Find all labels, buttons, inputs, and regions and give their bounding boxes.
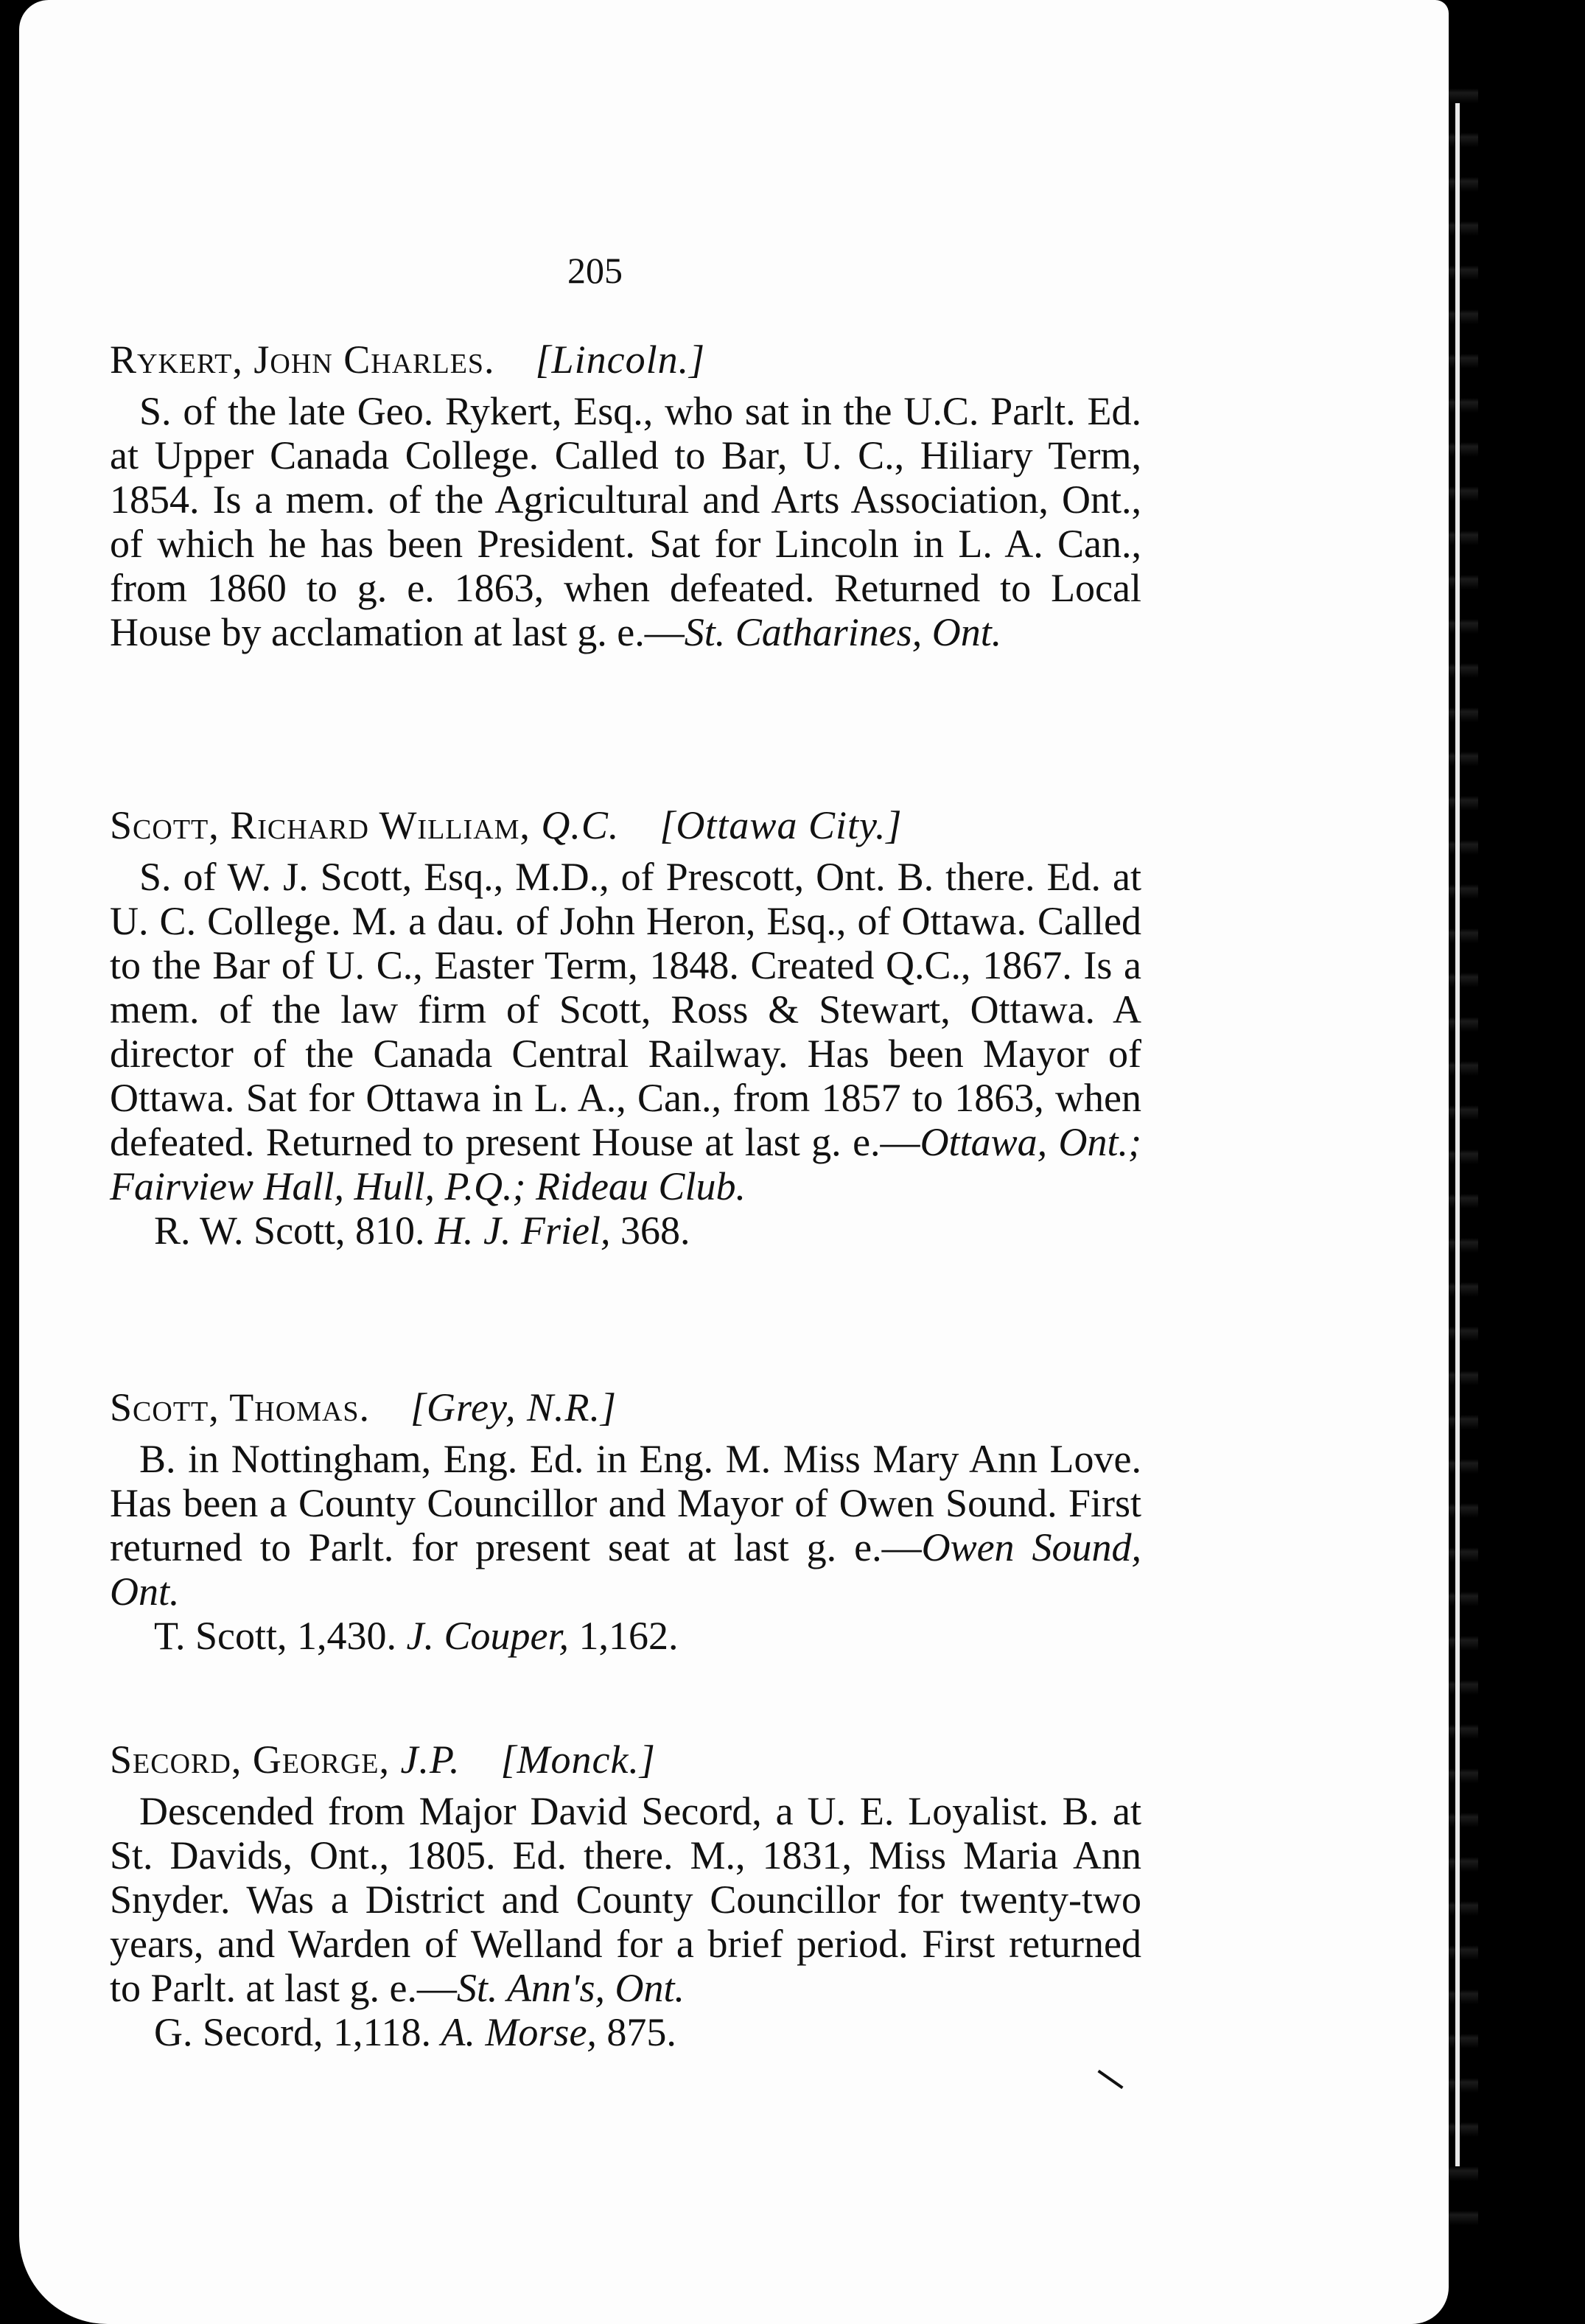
page-number: 205 <box>567 250 623 291</box>
entry-address: Owen Sound, Ont. <box>110 1525 1141 1614</box>
entry-heading <box>110 337 1141 382</box>
entry-title: Q.C. <box>541 803 620 847</box>
entry-body <box>110 1437 1141 1614</box>
entry-constituency: [Lincoln.] <box>535 337 706 382</box>
entry-body-text: Descended from Major David Secord, a U. E. Loyalist. B. at St. Davids, Ont., 1805. Ed. there. M., 1831, Miss Maria Ann Snyder. Was a District and County Councillor for twenty-two years, and Warden of Welland for a brief period. First returned to Parlt. at last g. e.— <box>110 1789 1141 2010</box>
entry-name: Scott, Richard William, <box>110 803 531 847</box>
entry-body-text: B. in Nottingham, Eng. Ed. in Eng. M. Miss Mary Ann Love. Has been a County Councillor and Mayor of Owen Sound. First returned to Parlt. for present seat at last g. e.— <box>110 1437 1141 1569</box>
entry-heading <box>110 1385 1141 1429</box>
entry-name: Secord, George, <box>110 1737 390 1782</box>
entry-secord <box>110 1737 1141 2054</box>
entry-body <box>110 855 1141 1208</box>
entry-vote <box>110 1614 1141 1658</box>
entry-name: Rykert, John Charles. <box>110 337 495 382</box>
entry-body-text: S. of the late Geo. Rykert, Esq., who sat in the U.C. Parlt. Ed. at Upper Canada College. Called to Bar, U. C., Hiliary Term, 1854. Is a mem. of the Agricultural and Arts Association, Ont., of which he has been President. Sat for Lincoln in L. A. Can., from 1860 to g. e. 1863, when defeated. Returned to Local House by acclamation at last g. e.— <box>110 389 1141 654</box>
entry-scott-thomas <box>110 1385 1141 1658</box>
entry-name: Scott, Thomas. <box>110 1385 371 1429</box>
entry-address: Ottawa, Ont.; Fairview Hall, Hull, P.Q.; Rideau Club. <box>110 1120 1141 1208</box>
entry-body <box>110 1789 1141 2010</box>
vote-winner: R. W. Scott, 810. <box>154 1208 425 1253</box>
vote-winner: T. Scott, 1,430. <box>154 1614 396 1658</box>
vote-loser-name: H. J. Friel, <box>435 1208 611 1253</box>
vote-winner: G. Secord, 1,118. <box>154 2010 431 2054</box>
entry-body <box>110 389 1141 654</box>
entry-address: St. Ann's, Ont. <box>456 1966 685 2010</box>
page-edge-lines <box>1455 103 1469 2166</box>
entry-address: St. Catharines, Ont. <box>684 610 1002 654</box>
entry-constituency: [Ottawa City.] <box>659 803 903 847</box>
entry-constituency: [Grey, N.R.] <box>410 1385 617 1429</box>
vote-loser-name: J. Couper, <box>406 1614 569 1658</box>
vote-loser-count: 1,162. <box>578 1614 679 1658</box>
vote-loser-count: 875. <box>606 2010 676 2054</box>
vote-loser-count: 368. <box>620 1208 690 1253</box>
vote-loser-name: A. Morse, <box>441 2010 597 2054</box>
entry-vote <box>110 2010 1141 2054</box>
entry-title: J.P. <box>400 1737 461 1782</box>
entry-rykert <box>110 337 1141 654</box>
entry-body-text: S. of W. J. Scott, Esq., M.D., of Prescott, Ont. B. there. Ed. at U. C. College. M. a dau. of John Heron, Esq., of Ottawa. Called to the Bar of U. C., Easter Term, 1848. Created Q.C., 1867. Is a mem. of the law firm of Scott, Ross & Stewart, Ottawa. A director of the Canada Central Railway. Has been Mayor of Ottawa. Sat for Ottawa in L. A., Can., from 1857 to 1863, when defeated. Returned to present House at last g. e.— <box>110 855 1141 1164</box>
entry-scott-richard <box>110 803 1141 1253</box>
entry-vote <box>110 1208 1141 1253</box>
entry-constituency: [Monck.] <box>500 1737 656 1782</box>
entry-heading <box>110 1737 1141 1782</box>
entry-heading <box>110 803 1141 847</box>
